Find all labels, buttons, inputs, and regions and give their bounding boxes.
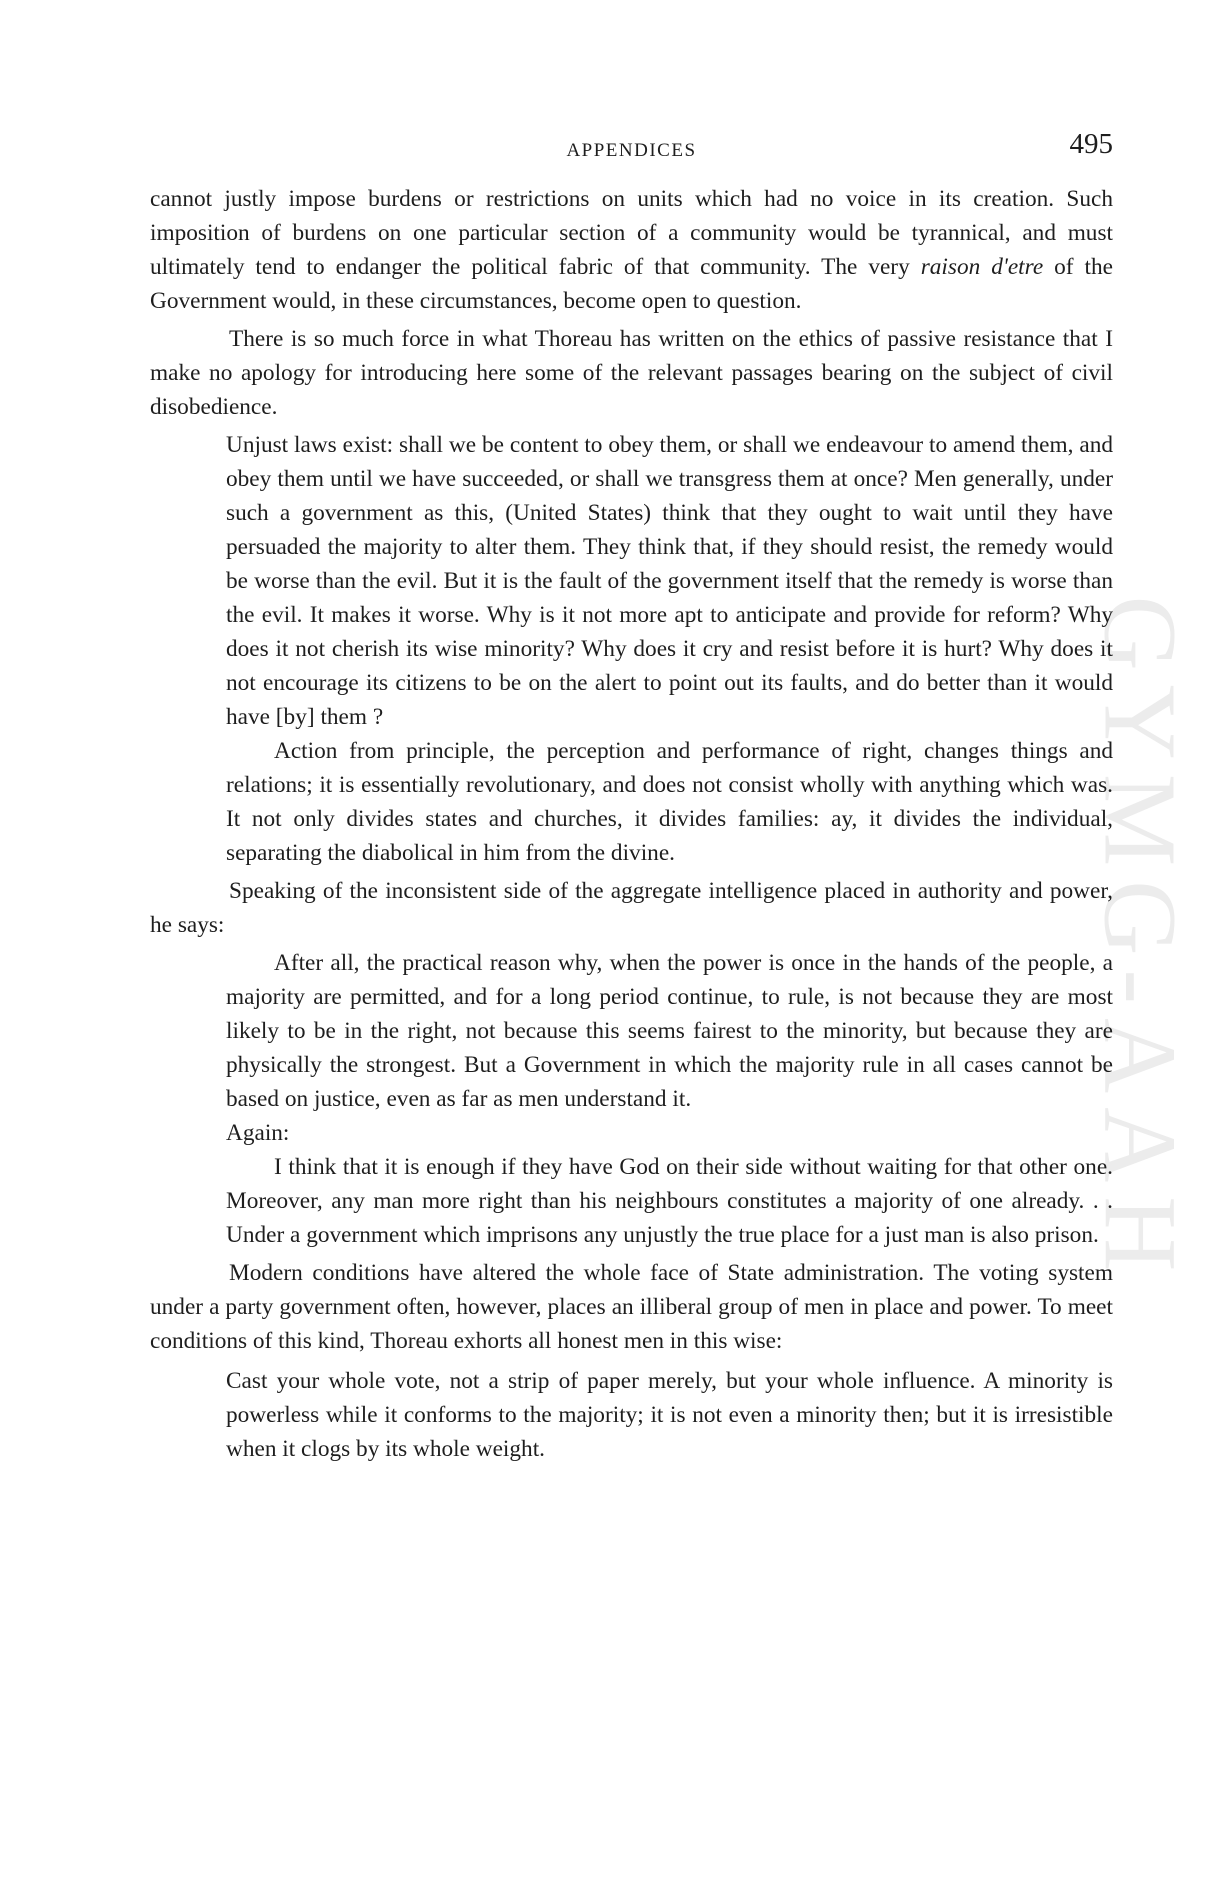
watermark-text: GYMG-AAH — [1082, 595, 1198, 1285]
running-head — [150, 124, 1113, 172]
quote-5: Cast your whole vote, not a strip of paper merely, but your whole influence. A minority is powerless while it conforms to the majority; it is not even a minority then; but it is irresistible when it clogs by its whole weight. — [226, 1368, 1113, 1462]
paragraph-2: There is so much force in what Thoreau has written on the ethics of passive resistance that I make no apology for introducing here some of the relevant passages bearing on the subject of civil disobedience. — [150, 326, 1113, 420]
page-number: 495 — [1069, 128, 1113, 160]
block-quote-3 — [226, 1364, 1113, 1466]
block-quote-2 — [226, 946, 1113, 1252]
paragraph-1-italic: raison d'etre — [920, 254, 1044, 280]
paragraph-4: Modern conditions have altered the whole face of State administration. The voting system under a party government often, however, places an illiberal group of men in place and power. To meet conditions of this kind, Thoreau exhorts all honest men in this wise: — [150, 1260, 1113, 1354]
quote-1: Unjust laws exist: shall we be content to obey them, or shall we endeavour to amend them, and obey them until we have succeeded, or shall we transgress them at once? Men generally, under such a government as this, (United States) think that they ought to wait until they have persuaded the majority to alter them. They think that, if they should resist, the remedy would be worse than the evil. But it is the fault of the government itself that the remedy is worse than the evil. It makes it worse. Why is it not more apt to anticipate and provide for reform? Why does it not cherish its wise minority? Why does it cry and resist before it is hurt? Why does it not encourage its citizens to be on the alert to point out its faults, and do better than it would have [by] them ? — [226, 432, 1113, 730]
text-body — [150, 182, 1113, 1466]
block-quote-1 — [226, 428, 1113, 870]
paragraph-1 — [150, 182, 1113, 318]
paragraph-1-part-b: of the Government would, in these circumstances, become open to question. — [150, 254, 1113, 314]
quote-4: I think that it is enough if they have God on their side without waiting for that other one. Moreover, any man more right than his neighbours constitutes a majority of one already. . . Under a government which imprisons any unjustly the true place for a just man is also prison. — [226, 1154, 1113, 1248]
paragraph-3: Speaking of the inconsistent side of the aggregate intelligence placed in authority and power, he says: — [150, 878, 1113, 938]
quote-3: After all, the practical reason why, when the power is once in the hands of the people, a majority are permitted, and for a long period continue, to rule, is not because they are most likely to be in the right, not because this seems fairest to the minority, but because they are physically the strongest. But a Government in which the majority rule in all cases cannot be based on justice, even as far as men understand it. — [226, 950, 1113, 1112]
quote-2: Action from principle, the perception and performance of right, changes things and relations; it is essentially revolutionary, and does not consist wholly with anything which was. It not only divides states and churches, it divides families: ay, it divides the individual, separating the diabolical in him from the divine. — [226, 738, 1113, 866]
running-title: APPENDICES — [566, 140, 697, 161]
again-label: Again: — [226, 1120, 290, 1146]
paragraph-1-part-a: cannot justly impose burdens or restrictions on units which had no voice in its creation. Such imposition of burdens on one particular section of a community would be tyrannical, and must ultimately tend to endanger the political fabric of that community. The very — [150, 186, 1113, 280]
